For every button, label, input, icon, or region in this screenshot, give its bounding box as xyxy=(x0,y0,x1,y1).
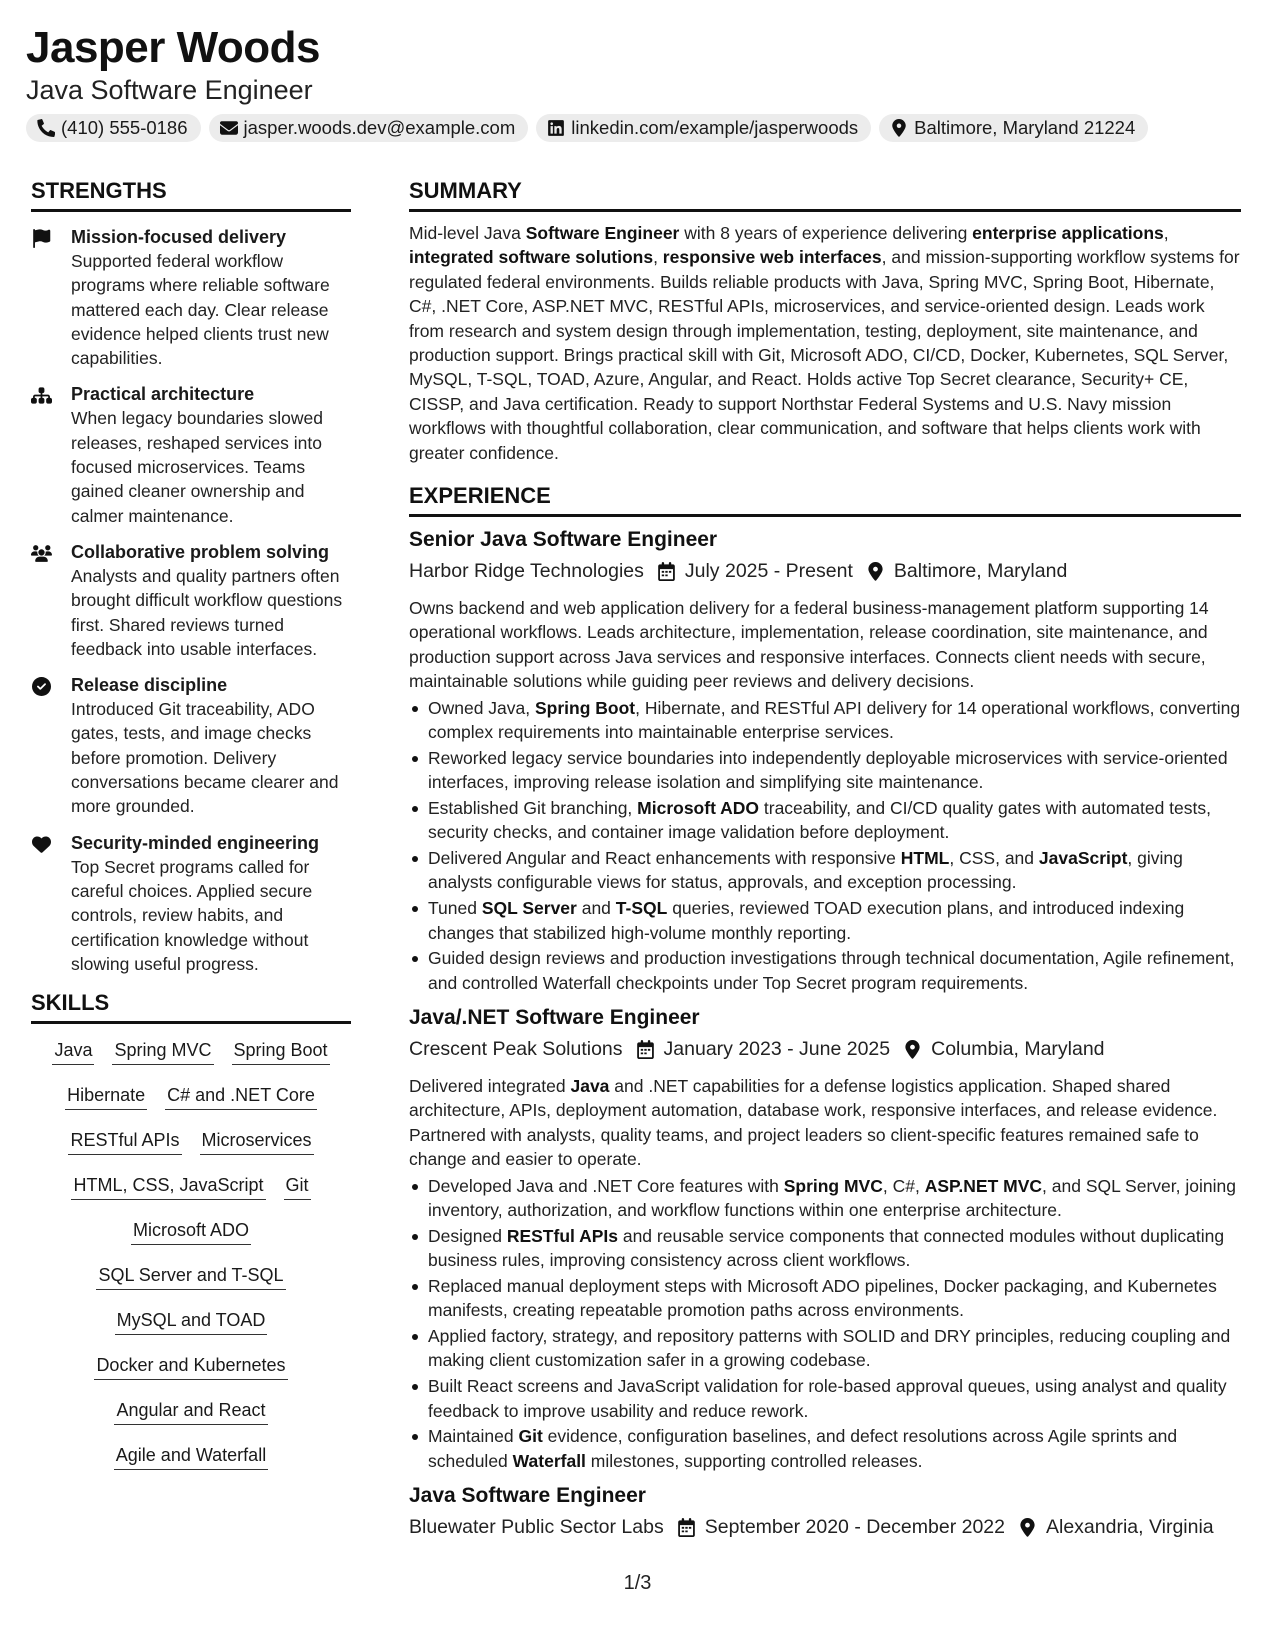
job-description: Owns backend and web application delivery for a federal business-management platform supporting 14 operational workflows. Leads architecture, implementation, release coordination, site maintenance, and production support across Java services and responsive interfaces. Connects client needs with secure, maintainable solutions while guiding peer reviews and delivery decisions. xyxy=(409,598,1209,692)
job-entry xyxy=(409,1004,1241,1473)
strength-title: Security-minded engineering xyxy=(71,832,320,853)
bullet-item: Replaced manual deployment steps with Microsoft ADO pipelines, Docker packaging, and Kubernetes manifests, creating repeatable promotion paths across environments. xyxy=(409,1274,1241,1323)
job-meta xyxy=(409,1034,1241,1064)
skill-row xyxy=(31,1128,351,1173)
contact-linkedin[interactable] xyxy=(536,114,871,142)
emphasis: integrated software solutions xyxy=(409,247,654,268)
strength-item xyxy=(31,673,351,818)
location-pin-icon xyxy=(1018,1518,1037,1537)
location-pin-icon xyxy=(903,1040,922,1059)
strengths-list xyxy=(31,225,351,976)
strength-item xyxy=(31,382,351,527)
experience-list xyxy=(409,526,1241,1542)
skill-tag: Spring MVC xyxy=(112,1038,213,1065)
emphasis: responsive web interfaces xyxy=(662,247,882,268)
job-bullets xyxy=(409,696,1241,995)
experience-heading: EXPERIENCE xyxy=(409,481,1241,517)
job-company: Bluewater Public Sector Labs xyxy=(409,1516,664,1539)
contact-email-text: jasper.woods.dev@example.com xyxy=(243,117,516,138)
emphasis: JavaScript xyxy=(1038,848,1128,869)
bullet-item: Applied factory, strategy, and repository patterns with SOLID and DRY principles, reducing coupling and making client customization safer in a growing codebase. xyxy=(409,1324,1241,1373)
contact-location-text: Baltimore, Maryland 21224 xyxy=(914,117,1136,138)
job-title: Java Software Engineer xyxy=(409,1484,646,1508)
emphasis: ASP.NET MVC xyxy=(924,1175,1043,1196)
emphasis: Waterfall xyxy=(512,1450,586,1471)
bullet-item: Established Git branching, Microsoft ADO traceability, and CI/CD quality gates with automated tests, security checks, and container image validation before deployment. xyxy=(409,796,1241,845)
bullet-item: Reworked legacy service boundaries into independently deployable microservices with service-oriented interfaces, improving release isolation and simplifying site maintenance. xyxy=(409,746,1241,795)
emphasis: HTML xyxy=(900,848,950,869)
calendar-icon xyxy=(657,562,676,581)
job-company: Harbor Ridge Technologies xyxy=(409,560,644,583)
strength-item xyxy=(31,831,351,976)
linkedin-icon xyxy=(547,119,565,137)
envelope-icon xyxy=(220,119,238,137)
skill-tag: HTML, CSS, JavaScript xyxy=(71,1173,265,1200)
strength-item xyxy=(31,225,351,370)
emphasis: Microsoft ADO xyxy=(637,797,760,818)
skill-tag: Docker and Kubernetes xyxy=(94,1353,287,1380)
bullet-item: Owned Java, Spring Boot, Hibernate, and RESTful API delivery for 14 operational workflows, converting complex requirements into maintainable enterprise services. xyxy=(409,696,1241,745)
calendar-icon xyxy=(636,1040,655,1059)
strength-text: Analysts and quality partners often brought difficult workflow questions first. Shared reviews turned feedback into usable interfaces. xyxy=(71,565,343,659)
strength-text: Top Secret programs called for careful choices. Applied secure controls, review habits, and certification knowledge without slowing useful progress. xyxy=(71,856,313,974)
bullet-item: Tuned SQL Server and T-SQL queries, reviewed TOAD execution plans, and introduced indexing changes that stabilized high-volume monthly reporting. xyxy=(409,896,1241,945)
page-number: 1/3 xyxy=(623,1572,652,1594)
flag-icon xyxy=(31,229,52,248)
skill-row xyxy=(31,1083,351,1128)
strengths-heading: STRENGTHS xyxy=(31,176,351,212)
emphasis: Software Engineer xyxy=(525,223,680,243)
bullet-item: Built React screens and JavaScript validation for role-based approval queues, using analyst and quality feedback to improve usability and reduce rework. xyxy=(409,1374,1241,1423)
job-location: Baltimore, Maryland xyxy=(893,560,1068,583)
contact-linkedin-text: linkedin.com/example/jasperwoods xyxy=(571,117,859,138)
strength-text: Introduced Git traceability, ADO gates, tests, and image checks before promotion. Delivery conversations became clearer and more grounded. xyxy=(71,699,339,817)
skill-row xyxy=(31,1173,351,1218)
job-dates: September 2020 - December 2022 xyxy=(704,1516,1005,1539)
skill-tag: MySQL and TOAD xyxy=(115,1308,268,1335)
strength-title: Practical architecture xyxy=(71,384,255,405)
bullet-item: Developed Java and .NET Core features with Spring MVC, C#, ASP.NET MVC, and SQL Server, joining inventory, authorization, and workflow functions within one enterprise architecture. xyxy=(409,1174,1241,1223)
sitemap-icon xyxy=(31,386,52,405)
skills-list xyxy=(31,1038,351,1488)
summary-heading: SUMMARY xyxy=(409,176,1241,212)
skill-row xyxy=(31,1398,351,1443)
strength-title: Release discipline xyxy=(71,675,228,696)
users-icon xyxy=(31,544,52,563)
location-pin-icon xyxy=(866,562,885,581)
heart-icon xyxy=(31,835,52,854)
job-dates: July 2025 - Present xyxy=(684,560,853,583)
bullet-item: Designed RESTful APIs and reusable service components that connected modules without duplicating business rules, improving consistency across client workflows. xyxy=(409,1224,1241,1273)
calendar-icon xyxy=(677,1518,696,1537)
emphasis: Git xyxy=(518,1426,543,1447)
skill-tag: Microservices xyxy=(200,1128,314,1155)
left-column xyxy=(31,176,351,1488)
job-location: Columbia, Maryland xyxy=(931,1038,1105,1061)
emphasis: Spring Boot xyxy=(535,697,636,718)
phone-icon xyxy=(37,119,55,137)
emphasis: SQL Server xyxy=(481,898,577,919)
emphasis: Java xyxy=(570,1076,610,1097)
candidate-role: Java Software Engineer xyxy=(26,75,313,105)
strength-item xyxy=(31,540,351,661)
resume-header xyxy=(26,22,1256,142)
job-title: Java/.NET Software Engineer xyxy=(409,1006,700,1030)
skill-row xyxy=(31,1263,351,1308)
job-bullets xyxy=(409,1174,1241,1473)
skill-tag: Hibernate xyxy=(65,1083,147,1110)
contact-email[interactable] xyxy=(209,114,529,142)
emphasis: RESTful APIs xyxy=(506,1225,618,1246)
job-location: Alexandria, Virginia xyxy=(1045,1516,1214,1539)
skill-tag: Angular and React xyxy=(114,1398,267,1425)
skill-tag: Spring Boot xyxy=(232,1038,330,1065)
skill-row xyxy=(31,1218,351,1263)
skill-row xyxy=(31,1443,351,1488)
job-meta xyxy=(409,1512,1241,1542)
strength-text: Supported federal workflow programs where reliable software mattered each day. Clear release evidence helped clients trust new capabilities. xyxy=(71,251,330,369)
bullet-item: Maintained Git evidence, configuration baselines, and defect resolutions across Agile sprints and scheduled Waterfall milestones, supporting controlled releases. xyxy=(409,1424,1241,1473)
skill-tag: RESTful APIs xyxy=(68,1128,181,1155)
skill-tag: Java xyxy=(52,1038,94,1065)
skills-heading: SKILLS xyxy=(31,988,351,1024)
candidate-name: Jasper Woods xyxy=(26,23,320,72)
job-dates: January 2023 - June 2025 xyxy=(663,1038,891,1061)
contact-location xyxy=(879,114,1148,142)
summary-text: Mid-level Java Software Engineer with 8 years of experience delivering enterprise applications, integrated software solutions, responsive web interfaces, and mission-supporting workflow systems for regulated federal environments. Builds reliable products with Java, Spring MVC, Spring Boot, Hibernate, C#, .NET Core, ASP.NET MVC, RESTful APIs, microservices, and service-oriented design. Leads work from research and system design through implementation, testing, deployment, site maintenance, and production support. Brings practical skill with Git, Microsoft ADO, CI/CD, Docker, Kubernetes, SQL Server, MySQL, T-SQL, TOAD, Azure, Angular, and React. Holds active Top Secret clearance, Security+ CE, CISSP, and Java certification. Ready to support Northstar Federal Systems and U.S. Navy mission workflows with thoughtful collaboration, clear communication, and software that helps clients work with greater confidence. xyxy=(409,223,1240,463)
strength-title: Mission-focused delivery xyxy=(71,227,287,247)
emphasis: T-SQL xyxy=(615,898,668,919)
bullet-item: Guided design reviews and production investigations through technical documentation, Agile refinement, and controlled Waterfall checkpoints under Top Secret program requirements. xyxy=(409,946,1241,995)
job-description: Delivered integrated Java and .NET capabilities for a defense logistics application. Shaped shared architecture, APIs, deployment automation, database work, responsive interfaces, and release evidence. Partnered with analysts, quality teams, and project leaders so client-specific features remained safe to change and easier to operate. xyxy=(409,1076,1218,1170)
location-pin-icon xyxy=(890,119,908,137)
job-entry xyxy=(409,1482,1241,1542)
emphasis: Spring MVC xyxy=(783,1175,883,1196)
strength-title: Collaborative problem solving xyxy=(71,541,330,562)
skill-tag: Git xyxy=(284,1173,311,1200)
bullet-item: Delivered Angular and React enhancements with responsive HTML, CSS, and JavaScript, giving analysts configurable views for status, approvals, and exception processing. xyxy=(409,846,1241,895)
skill-tag: SQL Server and T-SQL xyxy=(96,1263,285,1290)
skill-tag: C# and .NET Core xyxy=(165,1083,317,1110)
emphasis: enterprise applications xyxy=(972,223,1164,243)
skill-tag: Agile and Waterfall xyxy=(114,1443,268,1470)
check-circle-icon xyxy=(31,677,52,696)
skill-row xyxy=(31,1308,351,1353)
contact-phone-text: (410) 555-0186 xyxy=(61,117,188,138)
strength-text: When legacy boundaries slowed releases, reshaped services into focused microservices. Teams gained cleaner ownership and calmer maintenance. xyxy=(71,408,323,526)
right-column xyxy=(409,176,1241,1542)
contact-bar xyxy=(26,114,1256,142)
job-company: Crescent Peak Solutions xyxy=(409,1038,623,1061)
job-title: Senior Java Software Engineer xyxy=(409,528,718,552)
contact-phone[interactable] xyxy=(26,114,201,142)
skill-tag: Microsoft ADO xyxy=(131,1218,251,1245)
job-entry xyxy=(409,526,1241,995)
skill-row xyxy=(31,1038,351,1083)
skill-row xyxy=(31,1353,351,1398)
job-meta xyxy=(409,556,1241,586)
